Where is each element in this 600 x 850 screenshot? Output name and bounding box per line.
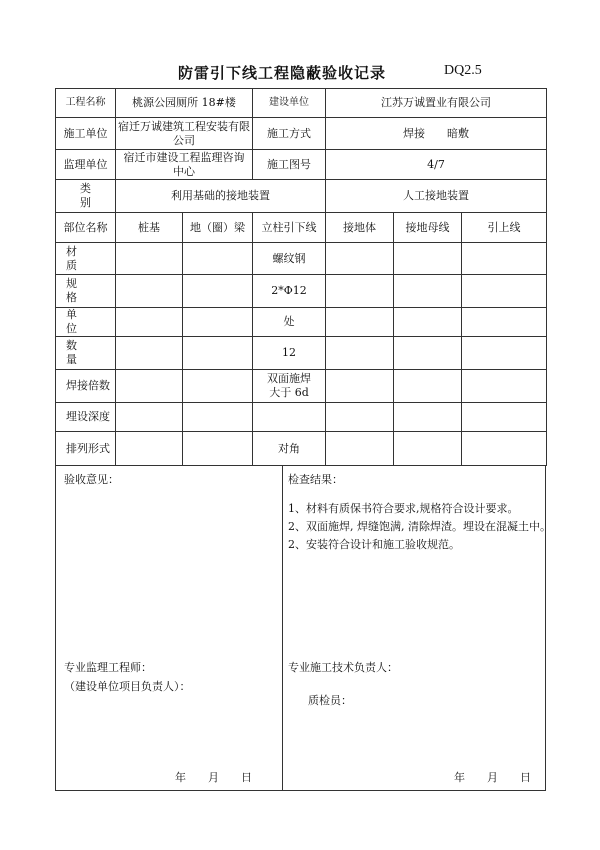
row-column-value [253, 403, 326, 432]
acceptance-opinion-label: 验收意见： [64, 473, 119, 486]
supervisor-value [116, 150, 253, 180]
contractor-value-line-1: 宿迁万诚建筑工程安装有限 [118, 119, 250, 133]
drawing-label: 施工图号 [253, 150, 326, 180]
row-column-value [253, 370, 326, 403]
page-title: 防雷引下线工程隐蔽验收记录 [178, 64, 387, 82]
column-header: 桩基 [116, 213, 183, 243]
inspection-result-1: 1、材料有质保书符合要求,规格符合设计要求。 [288, 502, 519, 515]
document-code: DQ2.5 [444, 63, 482, 78]
row-column-value: 处 [253, 308, 326, 337]
column-header: 引上线 [462, 213, 547, 243]
contractor-value [116, 118, 253, 150]
tech-lead-label: 专业施工技术负责人： [288, 661, 398, 674]
supervisor-label: 监理单位 [56, 150, 116, 180]
row-column-value-line-1: 双面施焊 [267, 372, 311, 385]
column-header: 立柱引下线 [253, 213, 326, 243]
category-label-line-2: 别 [80, 196, 91, 209]
contractor-value-line-2: 公司 [173, 133, 195, 147]
sign-off-section [55, 466, 551, 791]
builder-label: 建设单位 [253, 89, 326, 118]
engineer-label: 专业监理工程师： [64, 661, 152, 674]
column-header: 部位名称 [56, 213, 116, 243]
supervisor-value-line-1: 宿迁市建设工程监理咨询 [123, 150, 245, 164]
row-label: 焊接倍数 [56, 370, 116, 403]
row-label: 数 量 [56, 337, 116, 370]
table-row [56, 337, 547, 370]
row-label: 单 位 [56, 308, 116, 337]
drawing-value: 4/7 [326, 150, 547, 180]
inspection-date: 年 月 日 [454, 771, 531, 784]
category-label-line-1: 类 [80, 182, 91, 195]
table-row [56, 243, 547, 275]
table-row [56, 370, 547, 403]
column-header: 地（圈）梁 [183, 213, 253, 243]
row-column-value: 螺纹钢 [253, 243, 326, 275]
inspection-result-3: 2、安装符合设计和施工验收规范。 [288, 538, 460, 551]
project-label: 工程名称 [56, 89, 116, 118]
row-column-value-line-2: 大于 6d [269, 386, 309, 399]
record-table [55, 88, 547, 466]
row-column-value: 2*Φ12 [253, 275, 326, 308]
table-row [56, 403, 547, 432]
category-foundation: 利用基础的接地装置 [116, 180, 326, 213]
method-value: 焊接 暗敷 [326, 118, 547, 150]
inspection-result-2: 2、双面施焊, 焊缝饱满, 清除焊渣。埋设在混凝土中。 [288, 520, 551, 533]
inspection-result-label: 检查结果： [288, 473, 343, 486]
project-value: 桃源公园厕所 18#楼 [116, 89, 253, 118]
table-row [56, 308, 547, 337]
builder-value: 江苏万诚置业有限公司 [326, 89, 547, 118]
category-label [56, 180, 116, 213]
engineer-sub-label: （建设单位项目负责人）： [64, 680, 191, 693]
category-artificial: 人工接地装置 [326, 180, 547, 213]
acceptance-date: 年 月 日 [175, 771, 252, 784]
row-label: 材 质 [56, 243, 116, 275]
row-column-value: 对角 [253, 432, 326, 466]
row-label: 埋设深度 [56, 403, 116, 432]
column-header: 接地体 [326, 213, 394, 243]
table-row [56, 432, 547, 466]
table-row [56, 275, 547, 308]
column-header: 接地母线 [394, 213, 462, 243]
row-label: 规 格 [56, 275, 116, 308]
section-divider [282, 466, 283, 790]
supervisor-value-line-2: 中心 [173, 164, 195, 178]
row-column-value: 12 [253, 337, 326, 370]
contractor-label: 施工单位 [56, 118, 116, 150]
method-label: 施工方式 [253, 118, 326, 150]
row-label: 排列形式 [56, 432, 116, 466]
inspector-label: 质检员： [308, 694, 352, 707]
